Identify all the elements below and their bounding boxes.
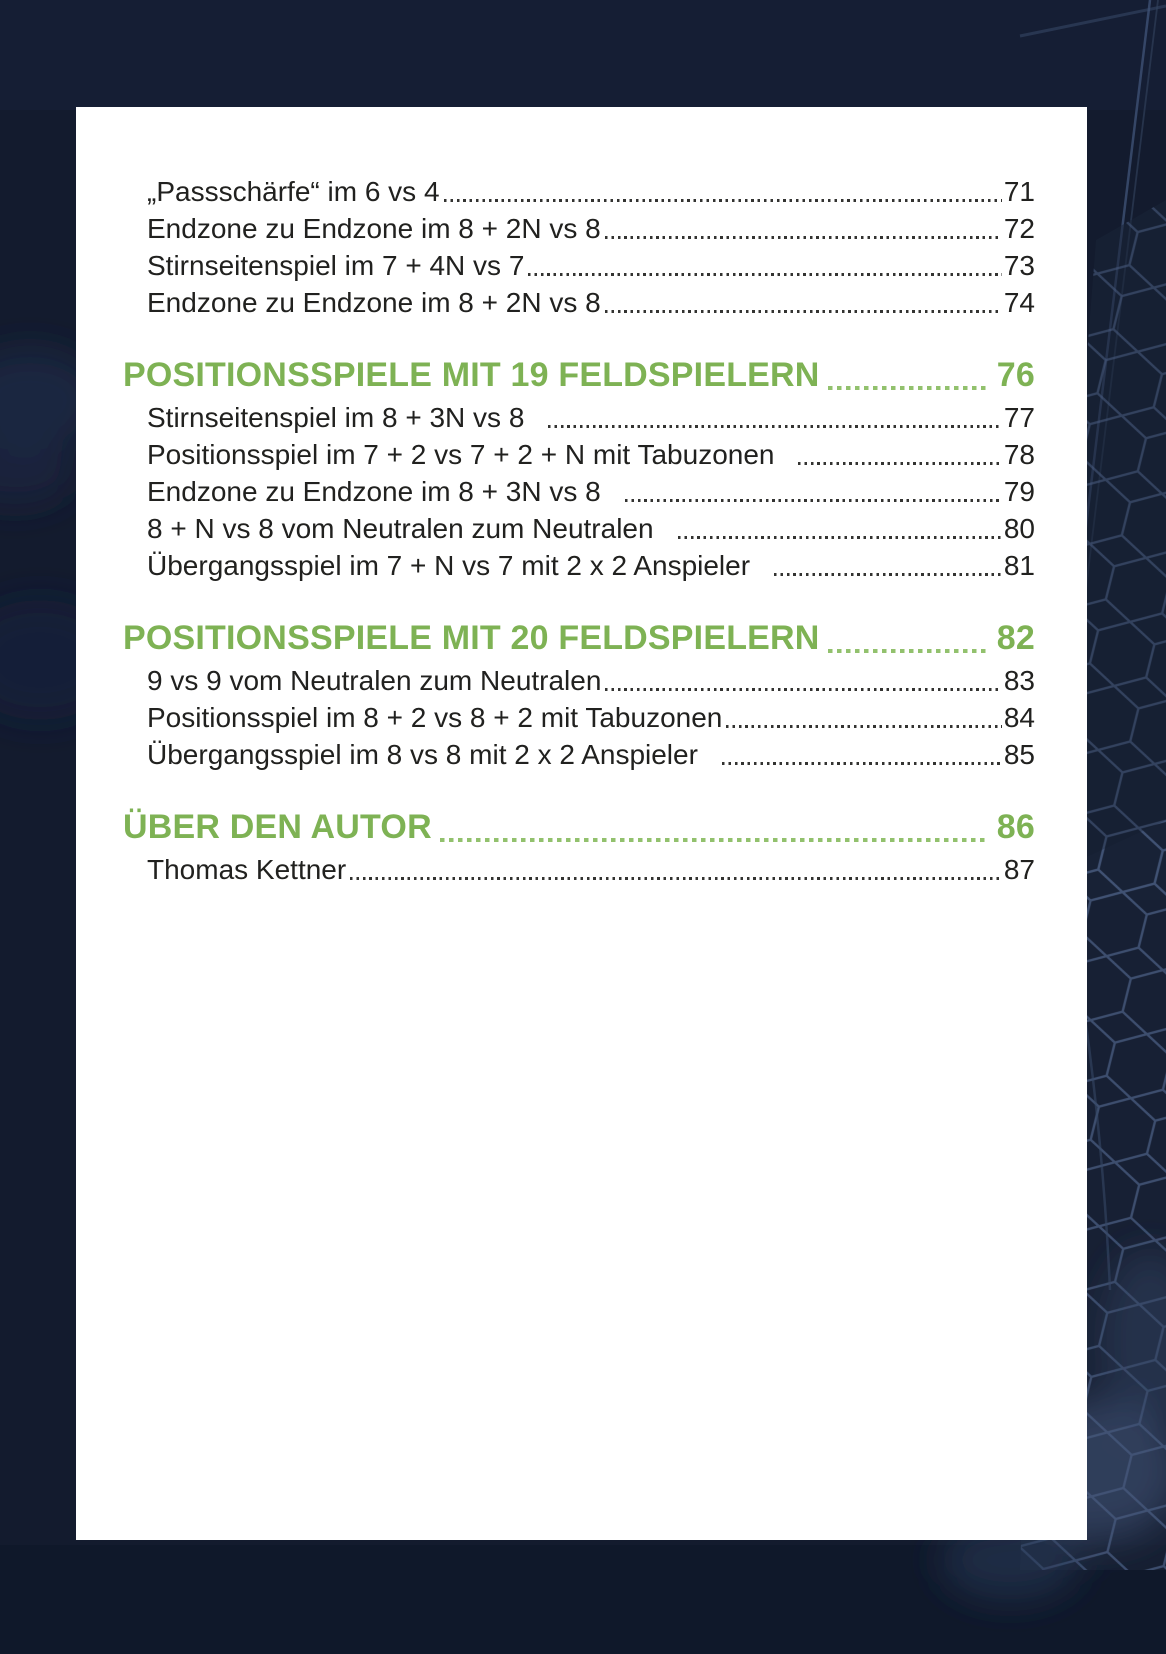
toc-entry-row [123, 173, 1035, 210]
toc-entry-row [123, 851, 1035, 888]
toc-row-page-number: 81 [1003, 550, 1035, 581]
toc-row-page-number: 74 [1003, 287, 1035, 318]
book-page [76, 107, 1087, 1540]
toc-row-label: Endzone zu Endzone im 8 + 2N vs 8 [147, 213, 601, 244]
toc-entry-row [123, 699, 1035, 736]
toc-entry-row [123, 662, 1035, 699]
toc-row-page-number: 73 [1003, 250, 1035, 281]
toc-row-label: POSITIONSSPIELE MIT 20 FELDSPIELERN [123, 619, 820, 657]
dot-leader [828, 386, 987, 391]
dot-leader [528, 273, 1001, 276]
toc-entry-row [123, 399, 1035, 436]
toc-row-label: 8 + N vs 8 vom Neutralen zum Neutralen [147, 513, 654, 544]
stadium-top-band [0, 0, 1166, 110]
toc-row-page-number: 80 [1003, 513, 1035, 544]
toc-entry-row [123, 210, 1035, 247]
toc-section-row [123, 803, 1035, 851]
dot-leader [828, 649, 987, 654]
toc-entry-row [123, 510, 1035, 547]
dot-leader [625, 499, 1002, 502]
toc-row-page-number: 77 [1003, 402, 1035, 433]
toc-row-page-number: 82 [996, 619, 1035, 657]
toc-row-label: Positionsspiel im 8 + 2 vs 8 + 2 mit Tabuzonen [147, 702, 723, 733]
dot-leader [440, 838, 987, 843]
toc-entry-row [123, 736, 1035, 773]
toc-entry-row [123, 284, 1035, 321]
dot-leader [678, 536, 1002, 539]
dot-leader [548, 425, 1001, 428]
toc-row-label: „Passschärfe“ im 6 vs 4 [147, 176, 440, 207]
dot-leader [722, 762, 1002, 765]
toc-row-label: POSITIONSSPIELE MIT 19 FELDSPIELERN [123, 356, 820, 394]
toc-row-page-number: 87 [1003, 854, 1035, 885]
toc-row-label: Positionsspiel im 7 + 2 vs 7 + 2 + N mit Tabuzonen [147, 439, 775, 470]
toc-row-label: Stirnseitenspiel im 8 + 3N vs 8 [147, 402, 525, 433]
toc-row-page-number: 84 [1003, 702, 1035, 733]
table-of-contents [76, 107, 1087, 888]
toc-row-page-number: 76 [996, 356, 1035, 394]
toc-row-label: Stirnseitenspiel im 7 + 4N vs 7 [147, 250, 525, 281]
dot-leader [605, 236, 1002, 239]
toc-section-row [123, 614, 1035, 662]
toc-row-page-number: 79 [1003, 476, 1035, 507]
dot-leader [605, 310, 1002, 313]
toc-row-page-number: 78 [1003, 439, 1035, 470]
dot-leader [444, 199, 1002, 202]
toc-row-label: Endzone zu Endzone im 8 + 2N vs 8 [147, 287, 601, 318]
toc-entry-row [123, 547, 1035, 584]
toc-row-page-number: 72 [1003, 213, 1035, 244]
toc-entry-row [123, 436, 1035, 473]
toc-row-label: Thomas Kettner [147, 854, 347, 885]
dot-leader [605, 688, 1001, 691]
toc-row-page-number: 86 [996, 808, 1035, 846]
toc-row-label: ÜBER DEN AUTOR [123, 808, 432, 846]
toc-row-page-number: 71 [1003, 176, 1035, 207]
toc-row-label: Endzone zu Endzone im 8 + 3N vs 8 [147, 476, 601, 507]
toc-entry-row [123, 247, 1035, 284]
toc-row-page-number: 83 [1003, 665, 1035, 696]
dot-leader [798, 462, 1001, 465]
toc-row-label: Übergangsspiel im 8 vs 8 mit 2 x 2 Anspieler [147, 739, 698, 770]
dot-leader [726, 725, 1001, 728]
dot-leader [350, 877, 1002, 880]
toc-entry-row [123, 473, 1035, 510]
dot-leader [774, 573, 1002, 576]
toc-row-page-number: 85 [1003, 739, 1035, 770]
toc-section-row [123, 351, 1035, 399]
toc-row-label: 9 vs 9 vom Neutralen zum Neutralen [147, 665, 602, 696]
toc-row-label: Übergangsspiel im 7 + N vs 7 mit 2 x 2 Anspieler [147, 550, 751, 581]
